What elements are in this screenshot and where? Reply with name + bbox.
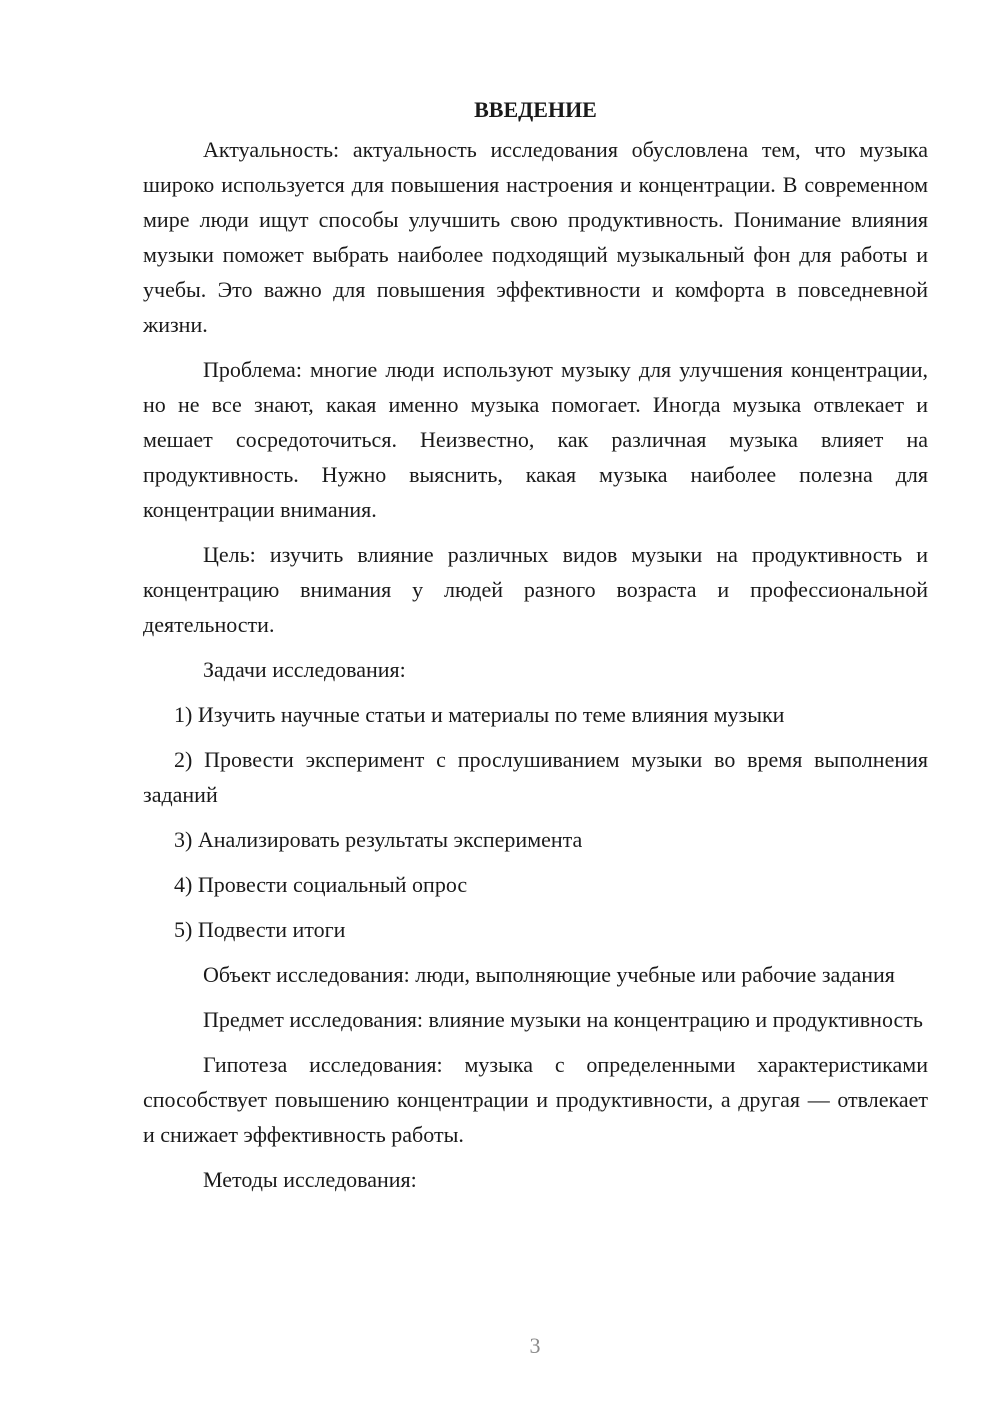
problem-paragraph: Проблема: многие люди используют музыку для улучшения концентрации, но не все знают, какая именно музыка помогает. Иногда музыка отвлекает и мешает сосредоточиться. Неизвестно, как различная музыка влияет на продуктивность. Нужно выяснить, какая музыка наиболее полезна для концентрации внимания. [143,357,928,522]
document-page [143,92,928,1207]
page-number: 3 [529,1333,541,1358]
task-item-4: 4) Провести социальный опрос [174,872,468,897]
hypothesis-paragraph: Гипотеза исследования: музыка с определенными характеристиками способствует повышению концентрации и продуктивности, а другая — отвлекает и снижает эффективность работы. [143,1052,928,1147]
relevance-paragraph: Актуальность: актуальность исследования обусловлена тем, что музыка широко используется для повышения настроения и концентрации. В современном мире люди ищут способы улучшить свою продуктивность. Понимание влияния музыки поможет выбрать наиболее подходящий музыкальный фон для работы и учебы. Это важно для повышения эффективности и комфорта в повседневной жизни. [143,137,928,337]
page-title: ВВЕДЕНИЕ [474,97,597,122]
methods-heading: Методы исследования: [203,1167,417,1192]
task-item-5: 5) Подвести итоги [174,917,346,942]
goal-paragraph: Цель: изучить влияние различных видов музыки на продуктивность и концентрацию внимания у людей разного возраста и профессиональной деятельности. [143,542,928,637]
task-item-1: 1) Изучить научные статьи и материалы по теме влияния музыки [174,702,785,727]
tasks-heading: Задачи исследования: [203,657,406,682]
subject-paragraph: Предмет исследования: влияние музыки на концентрацию и продуктивность [203,1007,923,1032]
task-item-2: 2) Провести эксперимент с прослушиванием музыки во время выполнения заданий [143,747,928,807]
object-paragraph: Объект исследования: люди, выполняющие учебные или рабочие задания [203,962,895,987]
task-item-3: 3) Анализировать результаты эксперимента [174,827,583,852]
